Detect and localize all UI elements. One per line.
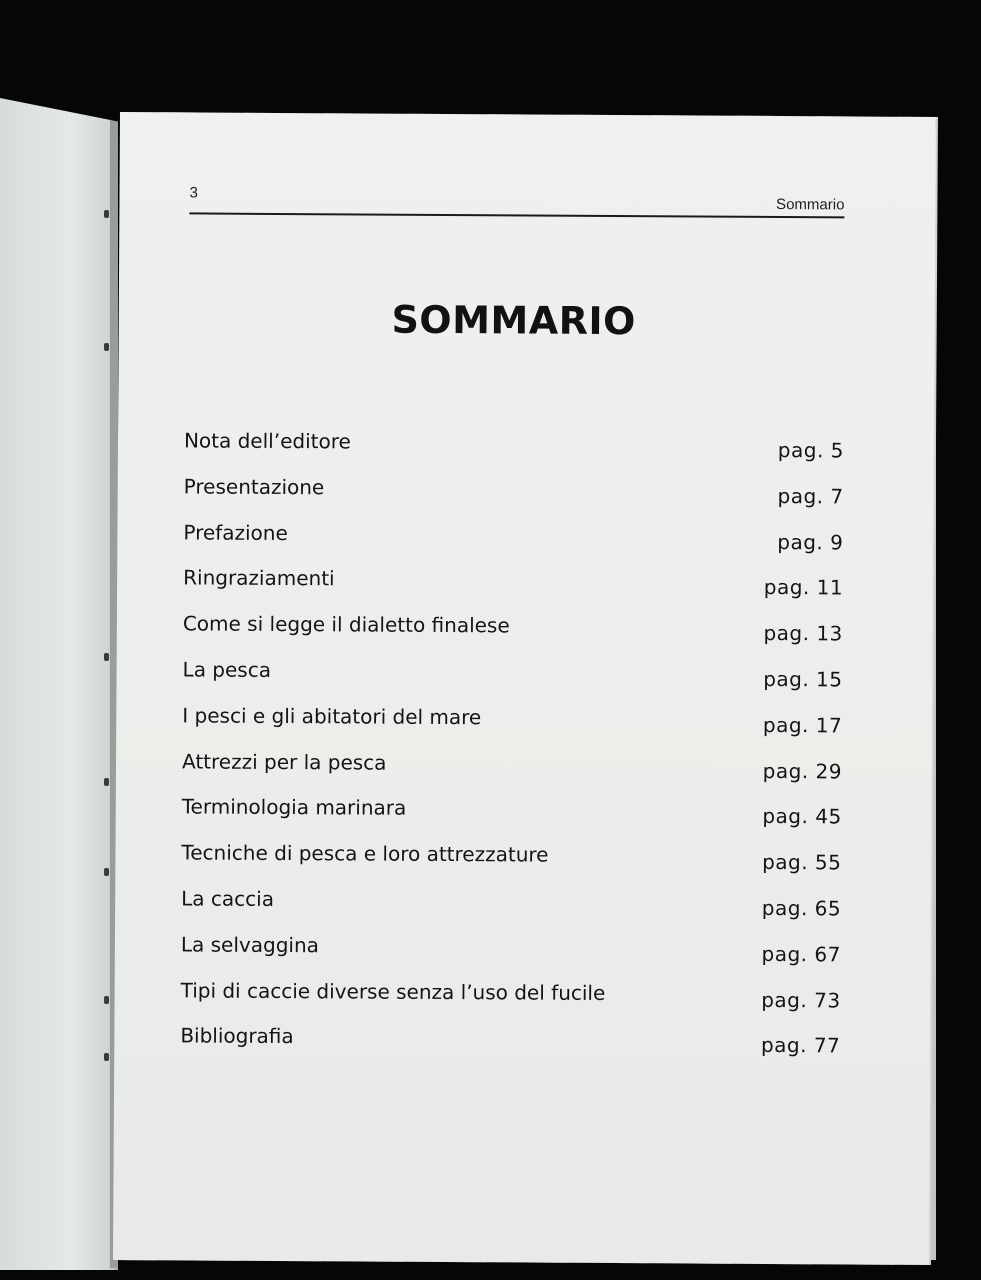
toc-entry-title: Tecniche di pesca e loro attrezzature bbox=[181, 840, 549, 867]
toc-entry bbox=[180, 978, 840, 1028]
toc-entry-title: Bibliografia bbox=[180, 1023, 294, 1049]
toc-entry-title: Attrezzi per la pesca bbox=[181, 748, 387, 775]
toc-entry-title: Terminologia marinara bbox=[181, 794, 407, 821]
binding-mark bbox=[104, 1053, 109, 1061]
toc-entry-page: pag. 7 bbox=[777, 483, 844, 509]
toc-entry-page: pag. 65 bbox=[761, 895, 842, 921]
toc-entry-title: Nota dell’editore bbox=[183, 428, 351, 454]
toc-entry-page: pag. 73 bbox=[761, 987, 841, 1012]
binding-mark bbox=[104, 996, 109, 1004]
binding-mark bbox=[104, 343, 109, 351]
toc-entry bbox=[184, 474, 844, 524]
previous-page-edge bbox=[0, 98, 118, 1270]
binding-mark bbox=[104, 653, 109, 661]
book-page bbox=[113, 112, 936, 1265]
toc-entry bbox=[181, 841, 841, 891]
binding-mark bbox=[104, 778, 109, 786]
toc-entry-page: pag. 45 bbox=[762, 804, 842, 829]
toc-entry-title: Come si legge il dialetto finalese bbox=[182, 611, 510, 638]
toc-entry bbox=[183, 520, 843, 570]
toc-entry-title: Prefazione bbox=[183, 519, 288, 545]
toc-entry-title: Presentazione bbox=[183, 474, 325, 500]
running-title: Sommario bbox=[776, 196, 845, 214]
toc-entry bbox=[184, 428, 844, 478]
toc-entry bbox=[180, 1024, 840, 1074]
toc-entry bbox=[183, 612, 843, 662]
page-number: 3 bbox=[189, 184, 198, 202]
toc-entry-page: pag. 13 bbox=[763, 621, 843, 646]
table-of-contents bbox=[180, 428, 844, 1073]
toc-entry-title: La selvaggina bbox=[180, 932, 320, 957]
toc-entry bbox=[182, 703, 842, 753]
toc-entry-page: pag. 9 bbox=[777, 529, 844, 555]
toc-entry-page: pag. 5 bbox=[777, 438, 845, 463]
toc-entry-page: pag. 55 bbox=[762, 850, 842, 875]
toc-entry-page: pag. 11 bbox=[763, 575, 844, 600]
toc-entry-title: Tipi di caccie diverse senza l’uso del fucile bbox=[180, 977, 606, 1005]
toc-entry bbox=[181, 932, 841, 982]
toc-entry bbox=[183, 566, 843, 616]
toc-entry bbox=[182, 657, 842, 707]
toc-entry-title: La pesca bbox=[182, 657, 272, 682]
toc-entry bbox=[181, 886, 841, 936]
page-title: SOMMARIO bbox=[391, 297, 637, 344]
toc-entry-title: Ringraziamenti bbox=[183, 565, 335, 591]
toc-entry bbox=[182, 795, 842, 845]
binding-mark bbox=[104, 868, 109, 876]
toc-entry-page: pag. 17 bbox=[762, 712, 843, 738]
toc-entry-page: pag. 67 bbox=[761, 941, 841, 967]
running-header bbox=[189, 184, 845, 218]
toc-entry bbox=[182, 749, 842, 799]
toc-entry-page: pag. 29 bbox=[762, 758, 843, 784]
toc-entry-page: pag. 15 bbox=[763, 666, 843, 692]
toc-entry-title: La caccia bbox=[181, 886, 275, 911]
binding-mark bbox=[104, 210, 109, 218]
toc-entry-title: I pesci e gli abitatori del mare bbox=[182, 703, 482, 729]
toc-entry-page: pag. 77 bbox=[760, 1033, 841, 1058]
